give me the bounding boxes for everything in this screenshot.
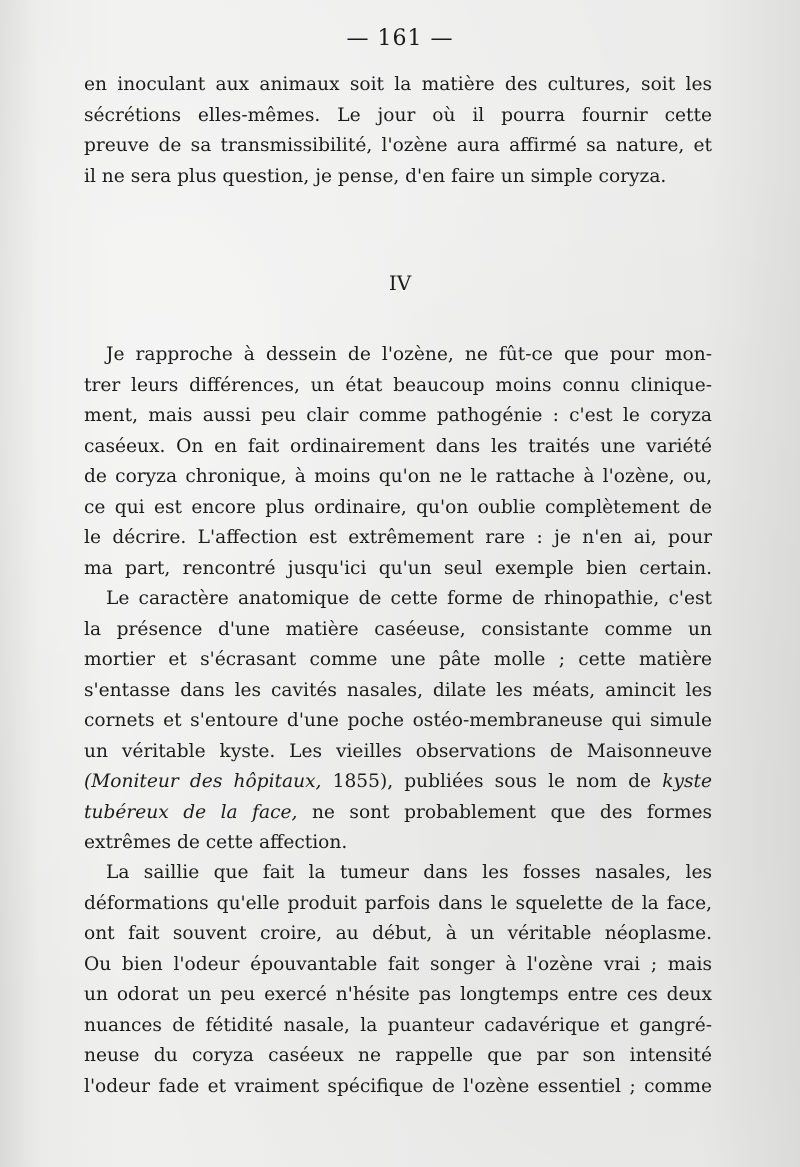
text-line: neuse du coryza caséeux ne rappelle que par son intensité <box>84 1045 712 1066</box>
text-line: ma part, rencontré jusqu'ici qu'un seul exemple bien certain. <box>84 557 712 579</box>
text-line: cornets et s'entoure d'une poche ostéo-membraneuse qui simule <box>84 710 712 731</box>
paragraph-tumor-odor <box>84 858 712 1102</box>
text-line: Le caractère anatomique de cette forme de rhinopathie, c'est <box>106 588 712 609</box>
text-line: de coryza chronique, à moins qu'on ne le rattache à l'ozène, ou, <box>84 466 712 487</box>
text-line: ment, mais aussi peu clair comme pathogénie : c'est le coryza <box>84 405 712 426</box>
paragraph-coryza-caseeux-intro <box>84 340 712 584</box>
text-line: ont fait souvent croire, au début, à un véritable néoplasme. <box>84 923 712 944</box>
text-line: déformations qu'elle produit parfois dans le squelette de la face, <box>84 892 712 914</box>
term-text: ne sont probablement que des formes <box>297 801 712 823</box>
text-line: extrêmes de cette affection. <box>84 832 348 853</box>
text-line: ce qui est encore plus ordinaire, qu'on oublie complètement de <box>84 496 712 518</box>
text-line: Ou bien l'odeur épouvantable fait songer à l'ozène vrai ; mais <box>84 953 712 975</box>
text-line: le décrire. L'affection est extrêmement rare : je n'en ai, pour <box>84 527 712 548</box>
text-line: il ne sera plus question, je pense, d'en faire un simple coryza. <box>84 165 667 187</box>
text-line: La saillie que fait la tumeur dans les fosses nasales, les <box>106 862 712 883</box>
section-heading: IV <box>388 271 412 295</box>
text-line: l'odeur fade et vraiment spécifique de l'ozène essentiel ; comme <box>84 1075 712 1097</box>
text-line: un odorat un peu exercé n'hésite pas longtemps entre ces deux <box>84 984 712 1005</box>
text-line: nuances de fétidité nasale, la puanteur cadavérique et gangré- <box>84 1014 712 1036</box>
text-line: sécrétions elles-mêmes. Le jour où il pourra fournir cette <box>84 104 712 126</box>
page-number: — 161 — <box>346 26 454 51</box>
text-line-term <box>84 798 712 829</box>
term-italic: kyste <box>662 771 712 792</box>
journal-title-italic: (Moniteur des hôpitaux, <box>84 771 322 792</box>
paragraph-continuation <box>84 70 712 192</box>
paragraph-anatomical-character <box>84 584 712 859</box>
text-line: mortier et s'écrasant comme une pâte molle ; cette matière <box>84 649 712 670</box>
text-line: trer leurs différences, un état beaucoup moins connu clinique- <box>84 374 712 396</box>
term-italic: tubéreux de la face, <box>84 801 298 823</box>
text-line: s'entasse dans les cavités nasales, dilate les méats, amincit les <box>84 679 712 701</box>
text-line: un véritable kyste. Les vieilles observations de Maisonneuve <box>84 740 712 762</box>
text-line-citation <box>84 767 712 798</box>
citation-text: 1855), publiées sous le nom de <box>321 771 663 792</box>
text-line: la présence d'une matière caséeuse, consistante comme un <box>84 618 712 640</box>
text-line: caséeux. On en fait ordinairement dans les traités une variété <box>84 435 712 457</box>
text-line: preuve de sa transmissibilité, l'ozène aura affirmé sa nature, et <box>84 135 712 156</box>
text-line: Je rapproche à dessein de l'ozène, ne fût-ce que pour mon- <box>106 344 712 365</box>
text-line: en inoculant aux animaux soit la matière des cultures, soit les <box>84 74 712 95</box>
